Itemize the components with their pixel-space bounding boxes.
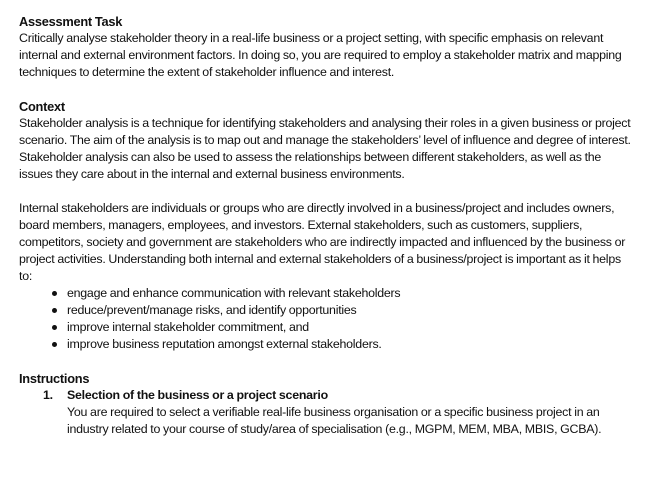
instruction-item-body: You are required to select a verifiable real-life business organisation or a specific business project in an industry related to your course of study/area of specialisation (e.g., MGPM, MEM, MBA, MBIS, GCBA). xyxy=(67,405,602,436)
bullet-icon xyxy=(52,291,57,296)
context-heading: Context xyxy=(19,99,65,114)
list-item-text: engage and enhance communication with relevant stakeholders xyxy=(67,286,401,300)
spacer xyxy=(19,183,665,200)
list-item xyxy=(52,336,665,353)
assessment-task-section xyxy=(19,13,665,81)
instruction-item-title: Selection of the business or a project scenario xyxy=(67,388,328,402)
spacer xyxy=(19,353,665,370)
instruction-item xyxy=(43,387,665,438)
instructions-heading: Instructions xyxy=(19,371,90,386)
list-item xyxy=(52,319,665,336)
assessment-task-body: Critically analyse stakeholder theory in a real-life business or a project setting, with specific emphasis on relevant internal and external environment factors. In doing so, you are required to employ a stakeholder matrix and mapping techniques to determine the extent of stakeholder influence and interest. xyxy=(19,31,622,79)
list-item xyxy=(52,285,665,302)
spacer xyxy=(19,81,665,98)
context-paragraph-2: Internal stakeholders are individuals or groups who are directly involved in a business/project and includes owners, board members, managers, employees, and investors. External stakeholders, such as customers, suppliers, competitors, society and government are stakeholders who are indirectly impacted and influenced by the business or project activities. Understanding both internal and external stakeholders of a business/project is important as it helps to: xyxy=(19,201,626,283)
context-section xyxy=(19,98,665,353)
instructions-list xyxy=(19,387,665,438)
bullet-icon xyxy=(52,308,57,313)
instructions-section xyxy=(19,370,665,438)
list-item-text: reduce/prevent/manage risks, and identify opportunities xyxy=(67,303,357,317)
list-item-text: improve internal stakeholder commitment, and xyxy=(67,320,309,334)
list-item-text: improve business reputation amongst external stakeholders. xyxy=(67,337,382,351)
context-paragraph-1: Stakeholder analysis is a technique for identifying stakeholders and analysing their roles in a given business or project scenario. The aim of the analysis is to map out and manage the stakeholders’ level of influence and degree of interest. Stakeholder analysis can also be used to assess the relationships between different stakeholders, as well as the issues they care about in the internal and external business environments. xyxy=(19,116,631,181)
item-number: 1. xyxy=(43,388,53,402)
list-item xyxy=(52,302,665,319)
benefits-list xyxy=(19,285,665,353)
assessment-task-heading: Assessment Task xyxy=(19,14,123,29)
bullet-icon xyxy=(52,325,57,330)
bullet-icon xyxy=(52,342,57,347)
